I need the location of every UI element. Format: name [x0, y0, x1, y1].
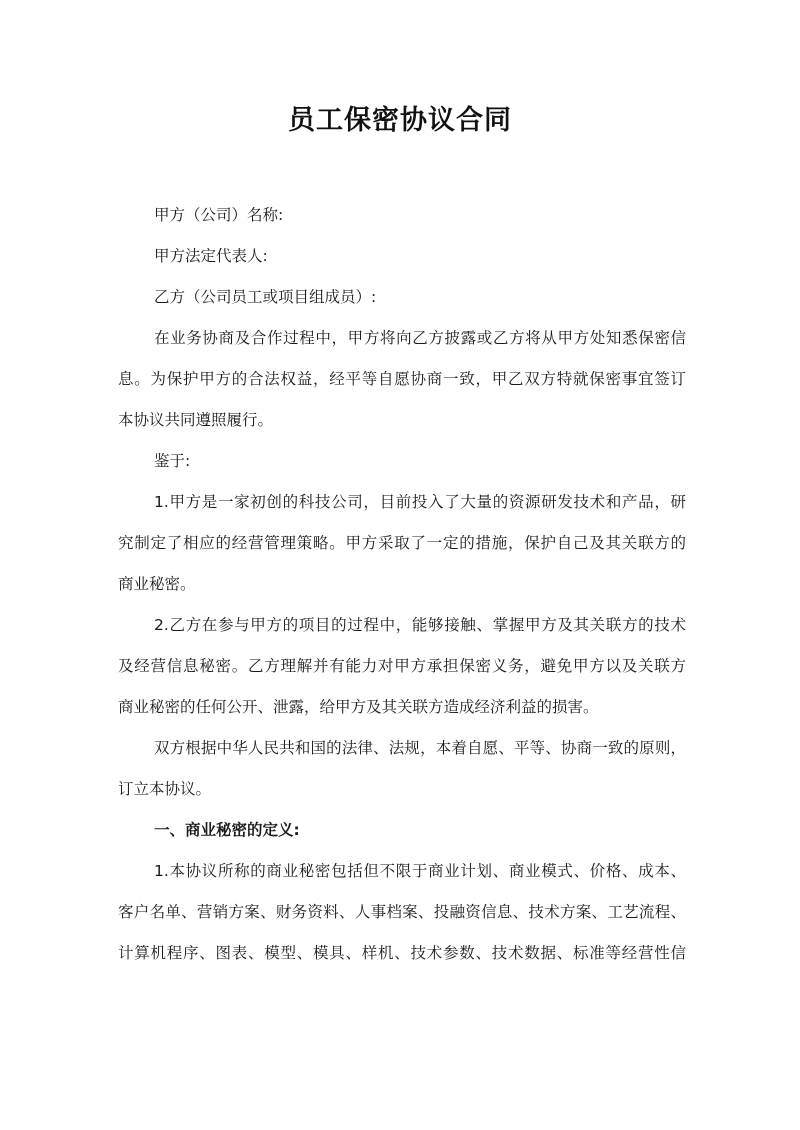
- paragraph-line: 本协议共同遵照履行。: [118, 411, 274, 429]
- paragraph-line: 息。为保护甲方的合法权益，经平等自愿协商一致，甲乙双方特就保密事宜签订: [118, 370, 686, 388]
- document-title: 员工保密协议合同: [288, 105, 512, 136]
- paragraph-line: 1.本协议所称的商业秘密包括但不限于商业计划、商业模式、价格、成本、: [154, 862, 686, 880]
- document-body: [118, 195, 686, 974]
- paragraph-line: 计算机程序、图表、模型、模具、样机、技术参数、技术数据、标准等经营性信: [118, 944, 686, 962]
- whereas-heading: 鉴于:: [154, 452, 191, 470]
- paragraph-line: 订立本协议。: [118, 780, 212, 798]
- paragraph-line: 及经营信息秘密。乙方理解并有能力对甲方承担保密义务，避免甲方以及关联方: [118, 657, 686, 675]
- paragraph-line: 客户名单、营销方案、财务资料、人事档案、投融资信息、技术方案、工艺流程、: [118, 903, 686, 921]
- paragraph-line: 商业秘密的任何公开、泄露，给甲方及其关联方造成经济利益的损害。: [118, 698, 599, 716]
- party-a-name-line: 甲方（公司）名称:: [154, 206, 284, 224]
- paragraph-line: 在业务协商及合作过程中，甲方将向乙方披露或乙方将从甲方处知悉保密信: [154, 329, 686, 347]
- paragraph-line: 究制定了相应的经营管理策略。甲方采取了一定的措施，保护自己及其关联方的: [118, 534, 686, 552]
- section-heading: 一、商业秘密的定义:: [154, 821, 300, 839]
- paragraph-line: 商业秘密。: [118, 575, 196, 593]
- party-a-representative-line: 甲方法定代表人:: [154, 247, 268, 265]
- party-b-line: 乙方（公司员工或项目组成员）:: [154, 288, 377, 306]
- paragraph-line: 1.甲方是一家初创的科技公司，目前投入了大量的资源研发技术和产品，研: [154, 493, 686, 511]
- paragraph-line: 双方根据中华人民共和国的法律、法规，本着自愿、平等、协商一致的原则，: [154, 739, 686, 757]
- paragraph-line: 2.乙方在参与甲方的项目的过程中，能够接触、掌握甲方及其关联方的技术: [154, 616, 686, 634]
